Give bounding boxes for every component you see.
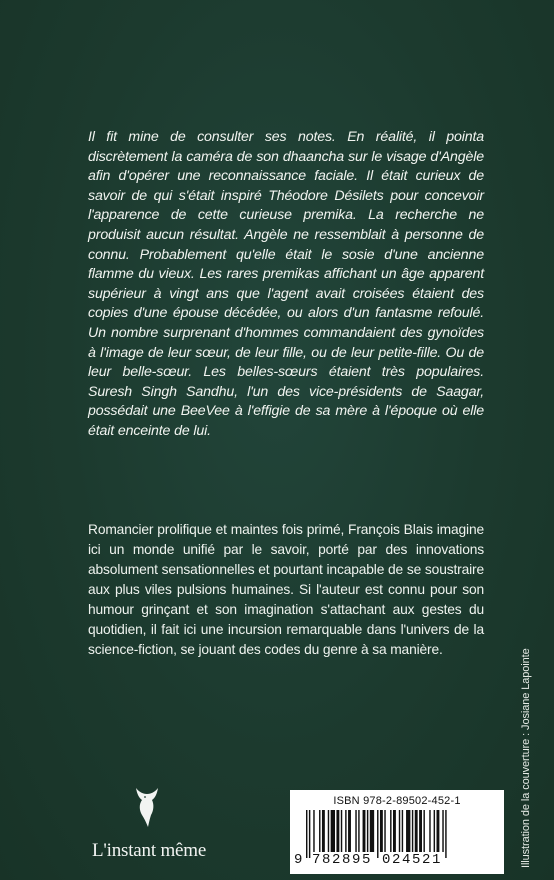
barcode-bar	[415, 810, 418, 852]
barcode-bar	[393, 810, 396, 852]
ean-digits: 782895 024521	[312, 852, 443, 868]
barcode-bar	[348, 810, 351, 852]
publisher-name: L'instant même	[92, 840, 207, 861]
author-blurb: Romancier prolifique et maintes fois primé, François Blais imagine ici un monde unifié par le savoir, porté par des innovations absolument sensationnelles et pourtant incapable de se soustraire aux plus viles pulsions humaines. Si l'auteur est connu pour son humour grinçant et son imagination s'attachant aux gestes du quotidien, il fait ici une incursion remarquable dans l'univers de la science-fiction, se jouant des codes du genre à sa manière.	[88, 522, 484, 657]
barcode-bar	[336, 810, 339, 852]
publisher-logo	[92, 782, 207, 862]
barcode-bar	[363, 810, 366, 852]
barcode-bar	[412, 810, 413, 852]
barcode-bar	[355, 810, 356, 852]
barcode-bars	[304, 810, 492, 858]
barcode-bar	[358, 810, 359, 852]
barcode-bar	[370, 810, 374, 852]
barcode-bar	[322, 810, 325, 852]
barcode-bar	[384, 810, 385, 852]
barcode-bar	[367, 810, 368, 852]
barcode-bar	[402, 810, 403, 852]
barcode-bar	[313, 810, 314, 852]
bird-icon	[130, 782, 164, 828]
barcode-bar	[306, 810, 307, 858]
barcode-bar	[377, 810, 378, 858]
barcode-bar	[390, 810, 391, 852]
ean-first-digit: 9	[294, 852, 303, 868]
back-cover-excerpt: Il fit mine de consulter ses notes. En réalité, il pointa discrètement la caméra de son dhaancha sur le visage d'Angèle afin d'opérer une reconnaissance faciale. Il était curieux de savoir de qui s'était inspiré Théodore Désilets pour concevoir l'apparence de cette curieuse premika. La recherche ne produisit aucun résultat. Angèle ne ressemblait à personne de connu. Probablement qu'elle était le sosie d'une ancienne flamme du vieux. Les rares premikas affichant un âge apparent supérieur à vingt ans que l'agent avait croisées étaient des copies d'une épouse décédée, ou alors d'un fantasme refoulé. Un nombre surprenant d'hommes commandaient des gynoïdes à l'image de leur sœur, de leur fille, ou de leur petite-fille. Ou de leur belle-sœur. Les belles-sœurs étaient très populaires. Suresh Singh Sandhu, l'un des vice-présidents de Saagar, possédait une BeeVee à l'effigie de sa mère à l'époque où elle était enceinte de lui.	[88, 129, 484, 439]
barcode-bar	[331, 810, 335, 852]
barcode-bar	[309, 810, 310, 858]
barcode-bar	[442, 810, 443, 852]
barcode-bar	[380, 810, 383, 852]
isbn-number: ISBN 978-2-89502-452-1	[333, 795, 461, 807]
barcode-bar	[434, 810, 435, 852]
barcode-bar	[423, 810, 424, 852]
barcode-bar	[437, 810, 440, 852]
barcode-bar	[399, 810, 400, 852]
barcode-bar	[406, 810, 410, 852]
barcode-bar	[319, 810, 320, 852]
barcode-bar	[429, 810, 430, 852]
barcode-bar	[419, 810, 422, 852]
barcode-bar	[341, 810, 342, 852]
barcode-bar	[328, 810, 329, 852]
barcode-bar	[345, 810, 346, 852]
isbn-barcode	[290, 790, 504, 874]
barcode-bar	[445, 810, 446, 858]
cover-illustration-credit: Illustration de la couverture : Josiane Lapointe	[520, 648, 532, 868]
